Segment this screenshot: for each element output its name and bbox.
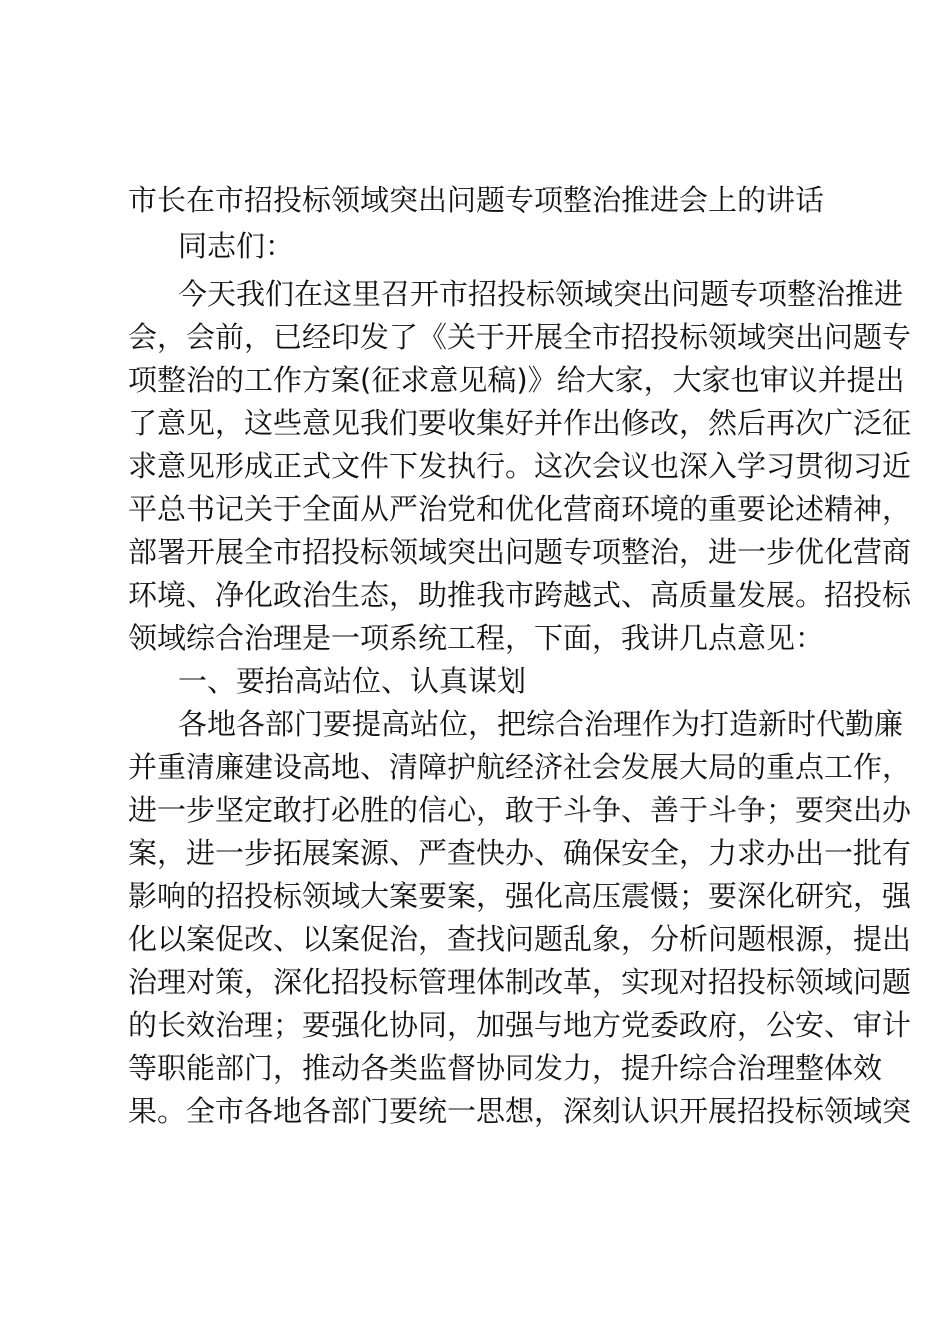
paragraph-line: 了意见，这些意见我们要收集好并作出修改，然后再次广泛征: [128, 406, 912, 440]
paragraph-line: 并重清廉建设高地、清障护航经济社会发展大局的重点工作，: [128, 750, 912, 784]
paragraph-line: 部署开展全市招投标领域突出问题专项整治，进一步优化营商: [128, 535, 912, 569]
paragraph-line: 项整治的工作方案(征求意见稿)》给大家，大家也审议并提出: [128, 363, 905, 397]
paragraph-line: 领域综合治理是一项系统工程，下面，我讲几点意见：: [128, 621, 825, 655]
paragraph-line: 果。全市各地各部门要统一思想，深刻认识开展招投标领域突: [128, 1094, 912, 1128]
salutation: 同志们：: [178, 229, 295, 263]
paragraph-line: 环境、净化政治生态，助推我市跨越式、高质量发展。招投标: [128, 578, 912, 612]
paragraph-line: 化以案促改、以案促治，查找问题乱象，分析问题根源，提出: [128, 922, 912, 956]
paragraph-line: 治理对策，深化招投标管理体制改革，实现对招投标领域问题: [128, 965, 912, 999]
paragraph-line: 求意见形成正式文件下发执行。这次会议也深入学习贯彻习近: [128, 449, 912, 483]
paragraph-line: 等职能部门，推动各类监督协同发力，提升综合治理整体效: [128, 1051, 883, 1085]
section-heading: 一、要抬高站位、认真谋划: [178, 664, 527, 698]
paragraph-line: 今天我们在这里召开市招投标领域突出问题专项整治推进: [178, 277, 904, 311]
paragraph-line: 进一步坚定敢打必胜的信心，敢于斗争、善于斗争；要突出办: [128, 793, 912, 827]
paragraph-line: 的长效治理；要强化协同，加强与地方党委政府，公安、审计: [128, 1008, 912, 1042]
paragraph-line: 案，进一步拓展案源、严查快办、确保安全，力求办出一批有: [128, 836, 912, 870]
paragraph-line: 各地各部门要提高站位，把综合治理作为打造新时代勤廉: [178, 707, 904, 741]
paragraph-line: 影响的招投标领域大案要案，强化高压震慑；要深化研究，强: [128, 879, 912, 913]
paragraph-line: 平总书记关于全面从严治党和优化营商环境的重要论述精神，: [128, 492, 912, 526]
document-title: 市长在市招投标领域突出问题专项整治推进会上的讲话: [128, 183, 825, 217]
paragraph-line: 会，会前，已经印发了《关于开展全市招投标领域突出问题专: [128, 320, 912, 354]
